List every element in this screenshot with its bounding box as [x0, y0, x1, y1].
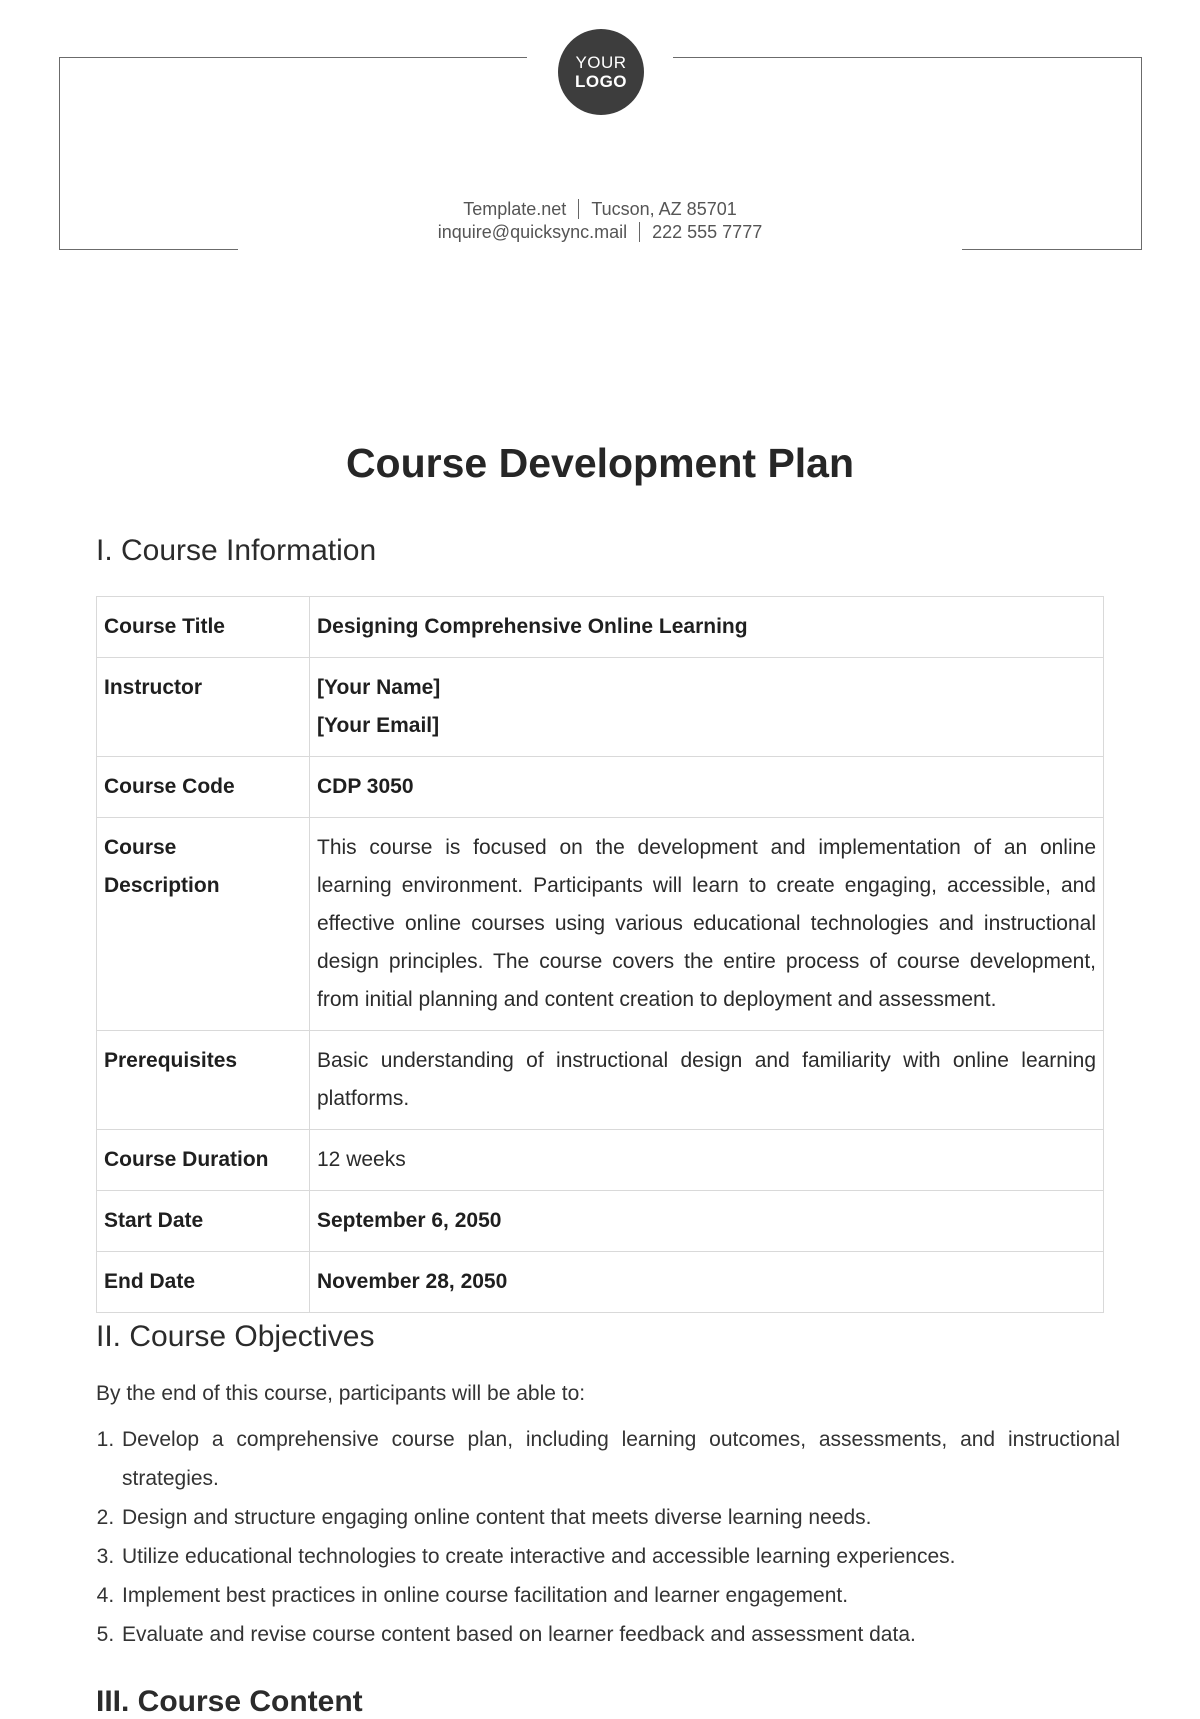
logo-text-line1: YOUR [575, 53, 627, 72]
contact-separator [639, 222, 640, 242]
table-row [97, 1191, 1104, 1252]
contact-separator [578, 199, 579, 219]
objectives-list [96, 1420, 1120, 1654]
table-row [97, 658, 1104, 757]
row-value [310, 658, 1104, 757]
instructor-name: [Your Name] [317, 676, 441, 699]
row-label-line: Course [104, 836, 177, 859]
logo-text-line2: LOGO [574, 72, 628, 91]
objectives-intro: By the end of this course, participants will be able to: [96, 1382, 586, 1405]
table-row [97, 757, 1104, 818]
row-value: Basic understanding of instructional design and familiarity with online learning platforms. [310, 1031, 1104, 1130]
row-value: CDP 3050 [310, 757, 1104, 818]
frame-bottom-left-line [59, 249, 238, 250]
frame-top-right-line [673, 57, 1142, 58]
table-row [97, 1130, 1104, 1191]
frame-bottom-right-line [962, 249, 1142, 250]
row-value: November 28, 2050 [310, 1252, 1104, 1313]
row-value: Designing Comprehensive Online Learning [310, 597, 1104, 658]
list-item: 3. Utilize educational technologies to create interactive and accessible learning experiences. [120, 1537, 1120, 1576]
frame-top-left-line [59, 57, 527, 58]
row-label: Prerequisites [97, 1031, 310, 1130]
row-label [97, 818, 310, 1031]
document-title: Course Development Plan [345, 440, 855, 486]
list-item: 1. Develop a comprehensive course plan, including learning outcomes, assessments, and instructional strategies. [120, 1420, 1120, 1498]
row-label: Course Title [97, 597, 310, 658]
section-heading-course-objectives: II. Course Objectives [96, 1320, 375, 1353]
course-information-table [96, 596, 1104, 1313]
row-label: Course Code [97, 757, 310, 818]
contact-line-1 [0, 199, 1200, 220]
row-value: This course is focused on the development and implementation of an online learning environment. Participants will learn to create engaging, accessible, and effective online courses using various educational technologies and instructional design principles. The course covers the entire process of course development, from initial planning and content creation to deployment and assessment. [310, 818, 1104, 1031]
contact-line-2 [0, 222, 1200, 243]
table-row [97, 597, 1104, 658]
company-email: inquire@quicksync.mail [437, 222, 628, 242]
letterhead-frame [0, 0, 1200, 260]
table-row [97, 1252, 1104, 1313]
table-row [97, 1031, 1104, 1130]
list-item: 4. Implement best practices in online course facilitation and learner engagement. [120, 1576, 1120, 1615]
company-address: Tucson, AZ 85701 [591, 199, 737, 219]
company-website: Template.net [463, 199, 567, 219]
section-heading-course-content: III. Course Content [96, 1685, 363, 1718]
row-label: Instructor [97, 658, 310, 757]
row-label: Course Duration [97, 1130, 310, 1191]
row-label: End Date [97, 1252, 310, 1313]
row-label: Start Date [97, 1191, 310, 1252]
row-label-line: Description [104, 874, 220, 897]
instructor-email: [Your Email] [317, 714, 440, 737]
row-value: September 6, 2050 [310, 1191, 1104, 1252]
list-item: 5. Evaluate and revise course content based on learner feedback and assessment data. [120, 1615, 1120, 1654]
company-logo [558, 29, 644, 115]
company-phone: 222 555 7777 [652, 222, 763, 242]
row-value: 12 weeks [310, 1130, 1104, 1191]
list-item: 2. Design and structure engaging online content that meets diverse learning needs. [120, 1498, 1120, 1537]
section-heading-course-information: I. Course Information [96, 534, 377, 567]
table-row [97, 818, 1104, 1031]
